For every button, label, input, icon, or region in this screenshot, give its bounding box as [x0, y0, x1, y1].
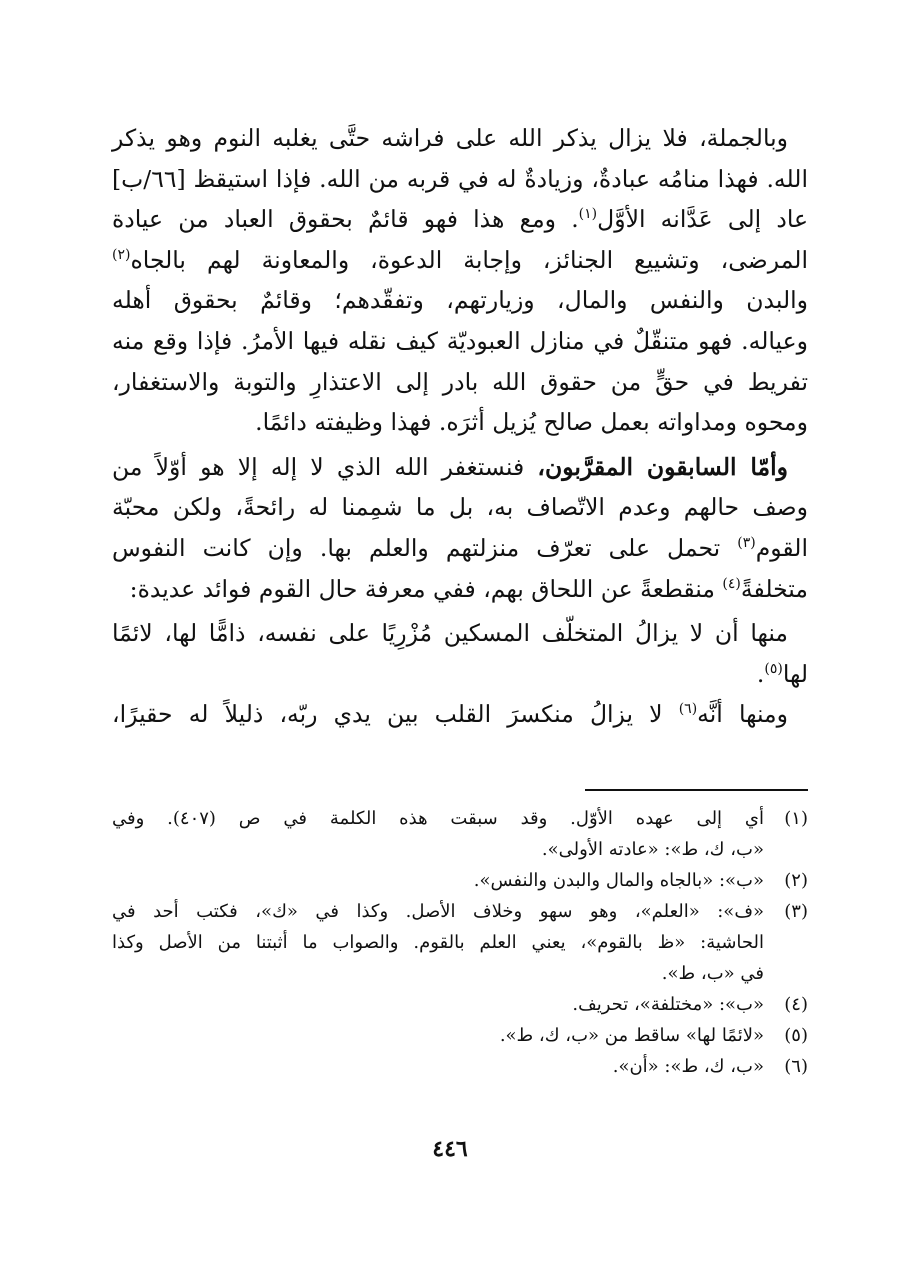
footnote-line: «ف»: «العلم»، وهو سهو وخلاف الأصل. وكذا في «ك»، فكتب أحد في — [112, 901, 764, 922]
footnote-marker: (٥) — [764, 660, 783, 677]
footnote-line: الحاشية: «ظ بالقوم»، يعني العلم بالقوم. والصواب ما أثبتنا من الأصل وكذا — [112, 932, 764, 953]
footnote-line: «ب، ك، ط»: «أن». — [612, 1056, 764, 1077]
footnote-marker: (١) — [578, 206, 598, 223]
footnote-line: «ب»: «بالجاه والمال والبدن والنفس». — [473, 870, 764, 891]
footnote-item — [112, 1051, 808, 1082]
text-line: تفريط في حقٍّ من حقوق الله بادر إلى الاعتذارِ والتوبة والاستغفار، — [112, 367, 808, 396]
text-line: ومحوه ومداواته بعمل صالح يُزيل أثرَه. فهذا وظيفته دائمًا. — [255, 408, 808, 437]
bold-heading-phrase: وأمّا السابقون المقرَّبون، — [537, 452, 789, 481]
footnote-item — [112, 1020, 808, 1051]
text-line: الله. فهذا منامُه عبادةٌ، وزيادةٌ له في قربه من الله. فإذا استيقظ [٦٦/ب] — [112, 164, 808, 193]
text-line — [112, 240, 808, 281]
footnote-number: (٢) — [784, 870, 808, 891]
footnote-text — [112, 989, 764, 1020]
footnote-line: «لائمًا لها» ساقط من «ب، ك، ط». — [499, 1025, 764, 1046]
footnote-text — [112, 865, 764, 896]
text-line: وعياله. فهو متنقّلٌ في منازل العبوديّة كيف نقله فيها الأمرُ. فإذا وقع منه — [112, 326, 808, 355]
footnote-number: (٣) — [784, 901, 808, 922]
footnote-marker: (٦) — [678, 701, 698, 718]
footnote-text — [112, 1020, 764, 1051]
text-line — [112, 528, 808, 569]
footnote-text — [112, 896, 764, 989]
text-run: القوم — [755, 533, 808, 562]
footnote-line: «ب»: «مختلفة»، تحريف. — [572, 994, 764, 1015]
footnote-number: (٥) — [784, 1025, 808, 1046]
footnote-marker: (٤) — [722, 575, 741, 592]
text-line — [112, 447, 808, 488]
footnote-text — [112, 1051, 764, 1082]
footnote-item — [112, 803, 808, 865]
text-run: المرضى، وتشييع الجنائز، وإجابة الدعوة، والمعاونة لهم بالجاه — [130, 245, 808, 274]
footnote-text — [112, 803, 764, 865]
text-run: . — [756, 659, 765, 688]
text-run: عاد إلى عَدَّانه الأوَّل — [597, 205, 808, 234]
footnote-line: «ب، ك، ط»: «عادته الأولى». — [541, 839, 764, 860]
footnote-line: في «ب، ط». — [661, 963, 764, 984]
text-run: فنستغفر الله الذي لا إله إلا هو أوّلاً من — [112, 452, 538, 481]
main-text — [112, 118, 808, 735]
text-line — [112, 694, 808, 735]
text-line: وبالجملة، فلا يزال يذكر الله على فراشه حتَّى يغلبه النوم وهو يذكر — [112, 124, 788, 152]
footnote-separator — [585, 789, 808, 791]
page-number: ٤٤٦ — [432, 1136, 468, 1162]
footnote-number: (٤) — [784, 994, 808, 1015]
text-line: والبدن والنفس والمال، وزيارتهم، وتفقّدهم؛ وقائمٌ بحقوق أهله — [112, 286, 808, 315]
footnote-number: (١) — [784, 808, 808, 829]
text-run: منقطعةً عن اللحاق بهم، ففي معرفة حال القوم فوائد عديدة: — [129, 574, 723, 603]
footnote-number: (٦) — [784, 1056, 808, 1077]
text-line — [112, 569, 808, 610]
text-line — [112, 654, 808, 695]
text-run: متخلفةً — [740, 574, 808, 603]
text-run: لا يزالُ منكسرَ القلب بين يدي ربّه، ذليلاً له حقيرًا، — [112, 700, 679, 729]
text-run: ومنها أنَّه — [697, 700, 788, 729]
footnotes — [112, 803, 808, 1082]
footnote-marker: (٣) — [737, 535, 756, 552]
footnote-item — [112, 989, 808, 1020]
text-line: منها أن لا يزالُ المتخلّف المسكين مُزْرِيًا على نفسه، ذامًّا لها، لائمًا — [112, 619, 788, 648]
text-run: . ومع هذا فهو قائمٌ بحقوق العباد من عيادة — [112, 205, 579, 234]
text-line: وصف حالهم وعدم الاتّصاف به، بل ما شمِمنا له رائحةً، ولكن محبّة — [112, 493, 808, 522]
text-run: تحمل على تعرّف منزلتهم والعلم بها. وإن كانت النفوس — [112, 533, 738, 562]
text-line — [112, 199, 808, 240]
text-run: لها — [782, 659, 808, 688]
footnote-item — [112, 865, 808, 896]
footnote-line: أي إلى عهده الأوّل. وقد سبقت هذه الكلمة في ص (٤٠٧). وفي — [112, 808, 764, 829]
footnote-marker: (٢) — [112, 246, 131, 263]
footnote-item — [112, 896, 808, 989]
